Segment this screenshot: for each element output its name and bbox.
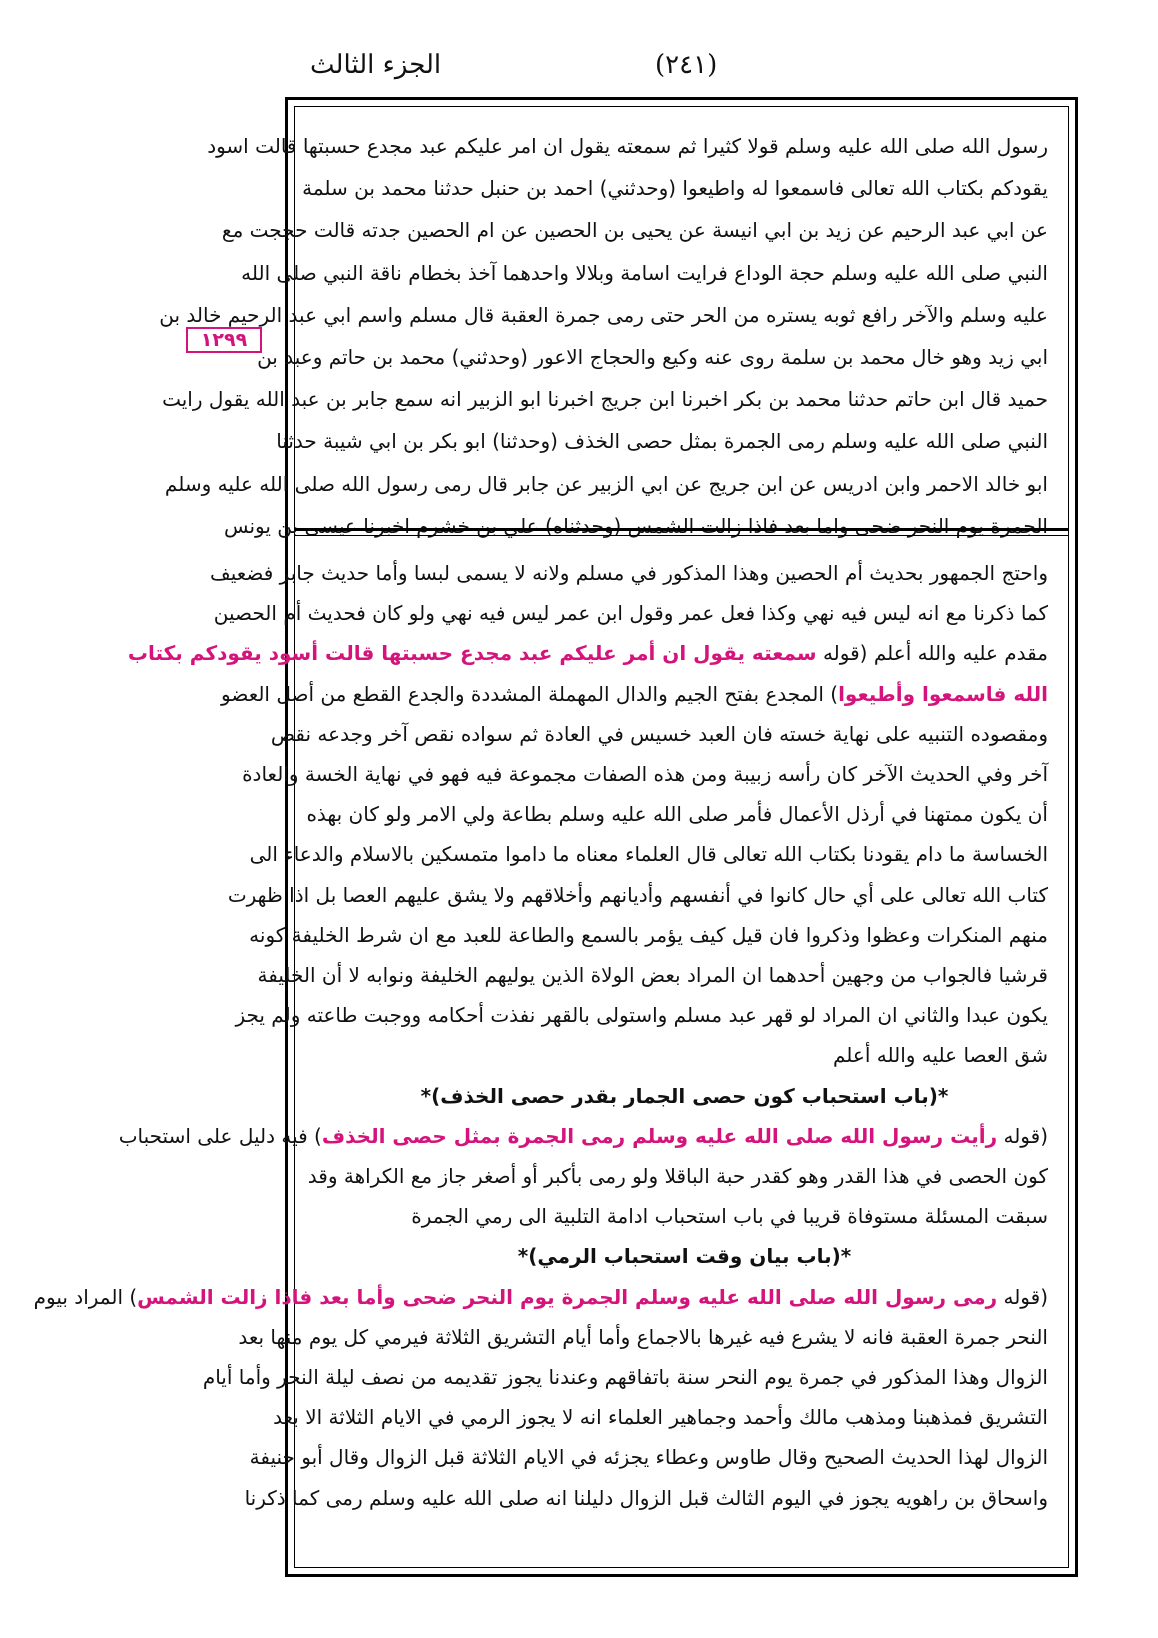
- commentary-text: [33, 553, 1048, 1518]
- text-run: (قوله: [1003, 1123, 1048, 1148]
- commentary-line: [221, 674, 1048, 714]
- page-number: (٢٤١): [655, 50, 718, 80]
- hadith-line: حميد قال ابن حاتم حدثنا محمد بن بكر اخبرنا ابن جريج اخبرنا ابو الزبير انه سمع جابر بن عبد الله يقول رايت: [162, 387, 1048, 412]
- volume-header: الجزء الثالث: [310, 50, 442, 80]
- text-run: ) المجدع بفتح الجيم والدال المهملة المشددة والجدع القطع من أصل العضو: [221, 681, 839, 706]
- hadith-line: عن ابي عبد الرحيم عن زيد بن ابي انيسة عن يحيى بن الحصين عن ام الحصين جدته قالت حججت مع: [221, 218, 1048, 243]
- commentary-line: منهم المنكرات وعظوا وذكروا فان قيل كيف يؤمر بالسمع والطاعة للعبد مع ان شرط الخليفة كونه: [249, 922, 1048, 947]
- quoted-hadith: سمعته يقول ان أمر عليكم عبد مجدع حسبتها قالت أسود يقودكم بكتاب: [127, 641, 817, 666]
- commentary-line: الخساسة ما دام يقودنا بكتاب الله تعالى قال العلماء معناه ما داموا متمسكين بالاسلام والدعاء الى: [249, 842, 1048, 867]
- commentary-line: الزوال لهذا الحديث الصحيح وقال طاوس وعطاء يجزئه في الايام الثلاثة قبل الزوال وقال أبو حنيفة: [249, 1445, 1048, 1470]
- commentary-line: [127, 633, 1048, 673]
- text-run: ) فيه دليل على استحباب: [118, 1123, 322, 1148]
- commentary-line: كتاب الله تعالى على أي حال كانوا في أنفسهم وأديانهم وأخلاقهم ولا يشق عليهم العصا بل اذا ظهرت: [227, 882, 1048, 907]
- hadith-line: ابي زيد وهو خال محمد بن سلمة روى عنه وكيع والحجاج الاعور (وحدثني) محمد بن حاتم وعبد بن: [257, 345, 1048, 370]
- hadith-line: النبي صلى الله عليه وسلم رمى الجمرة بمثل حصى الخذف (وحدثنا) ابو بكر بن ابي شيبة حدثنا: [276, 429, 1048, 454]
- hadith-line: الجمرة يوم النحر ضحى واما بعد فاذا زالت الشمس (وحدثناه) علي بن خشرم اخبرنا عيسى بن يونس: [223, 513, 1048, 538]
- commentary-line: كون الحصى في هذا القدر وهو كقدر حبة الباقلا ولو رمى بأكبر أو أصغر جاز مع الكراهة وقد: [307, 1164, 1048, 1189]
- commentary-line: واسحاق بن راهويه يجوز في اليوم الثالث قبل الزوال دليلنا انه صلى الله عليه وسلم رمى كما ذكرنا: [244, 1485, 1048, 1510]
- commentary-line: الزوال وهذا المذكور في جمرة يوم النحر سنة باتفاقهم وعندنا يجوز تقديمه من نصف ليلة النحر وأما أيام: [202, 1365, 1048, 1390]
- commentary-line: [33, 1277, 1048, 1317]
- commentary-line: شق العصا عليه والله أعلم: [833, 1043, 1048, 1068]
- quoted-hadith: الله فاسمعوا وأطيعوا: [838, 681, 1048, 706]
- commentary-line: واحتج الجمهور بحديث أم الحصين وهذا المذكور في مسلم ولانه لا يسمى لبسا وأما حديث جابر فضعيف: [210, 561, 1048, 585]
- commentary-line: آخر وفي الحديث الآخر كان رأسه زبيبة ومن هذه الصفات مجموعة فيه فهو في نهاية الخسة والعادة: [242, 762, 1048, 787]
- commentary-line: قرشيا فالجواب من وجهين أحدهما ان المراد بعض الولاة الذين يوليهم الخليفة ونوابه لا أن الخليفة: [257, 963, 1048, 988]
- commentary-line: النحر جمرة العقبة فانه لا يشرع فيه غيرها بالاجماع وأما أيام التشريق الثلاثة فيرمي كل يوم منها بعد: [238, 1324, 1048, 1349]
- chapter-heading: *(باب بيان وقت استحباب الرمي)*: [517, 1244, 852, 1269]
- hadith-line: يقودكم بكتاب الله تعالى فاسمعوا له واطيعوا (وحدثني) احمد بن حنبل حدثنا محمد بن سلمة: [302, 176, 1048, 201]
- commentary-line: التشريق فمذهبنا ومذهب مالك وأحمد وجماهير العلماء انه لا يجوز الرمي في الايام الثلاثة الا بعد: [273, 1405, 1048, 1430]
- text-run: مقدم عليه والله أعلم (قوله: [822, 641, 1048, 666]
- commentary-line: [118, 1116, 1048, 1156]
- commentary-line: يكون عبدا والثاني ان المراد لو قهر عبد مسلم واستولى بالقهر نفذت أحكامه ووجبت طاعته ولم يجز: [235, 1003, 1048, 1028]
- hadith-number-badge: ١٢٩٩: [186, 327, 262, 353]
- section-divider: [295, 528, 1068, 536]
- hadith-line: رسول الله صلى الله عليه وسلم قولا كثيرا ثم سمعته يقول ان امر عليكم عبد مجدع حسبتها قالت اسود: [207, 134, 1048, 158]
- commentary-line: ومقصوده التنبيه على نهاية خسته فان العبد خسيس في العادة ثم سواده نقص آخر وجدعه نقص: [270, 721, 1048, 746]
- quoted-hadith: رمى رسول الله صلى الله عليه وسلم الجمرة يوم النحر ضحى وأما بعد فاذا زالت الشمس: [137, 1284, 998, 1309]
- chapter-heading: *(باب استحباب كون حصى الجمار بقدر حصى الخذف)*: [420, 1083, 949, 1108]
- hadith-line: النبي صلى الله عليه وسلم حجة الوداع فرايت اسامة وبلالا واحدهما آخذ بخطام ناقة النبي صلى الله: [241, 260, 1048, 285]
- hadith-line: ابو خالد الاحمر وابن ادريس عن ابن جريج عن ابي الزبير عن جابر قال رمى رسول الله صلى الله عليه وسلم: [164, 471, 1048, 496]
- commentary-line: سبقت المسئلة مستوفاة قريبا في باب استحباب ادامة التلبية الى رمي الجمرة: [411, 1204, 1048, 1229]
- commentary-line: أن يكون ممتهنا في أرذل الأعمال فأمر صلى الله عليه وسلم بطاعة ولي الامر ولو كان بهذه: [306, 802, 1048, 827]
- quoted-hadith: رأيت رسول الله صلى الله عليه وسلم رمى الجمرة بمثل حصى الخذف: [321, 1123, 998, 1148]
- hadith-line: عليه وسلم والآخر رافع ثوبه يستره من الحر حتى رمى جمرة العقبة قال مسلم واسم ابي عبد الرحيم خالد بن: [159, 302, 1048, 327]
- commentary-line: كما ذكرنا مع انه ليس فيه نهي وكذا فعل عمر وقول ابن عمر ليس فيه نهي ولو كان فحديث أم الحصين: [213, 601, 1048, 626]
- text-run: (قوله: [1003, 1284, 1048, 1309]
- text-run: ) المراد بيوم: [33, 1284, 138, 1309]
